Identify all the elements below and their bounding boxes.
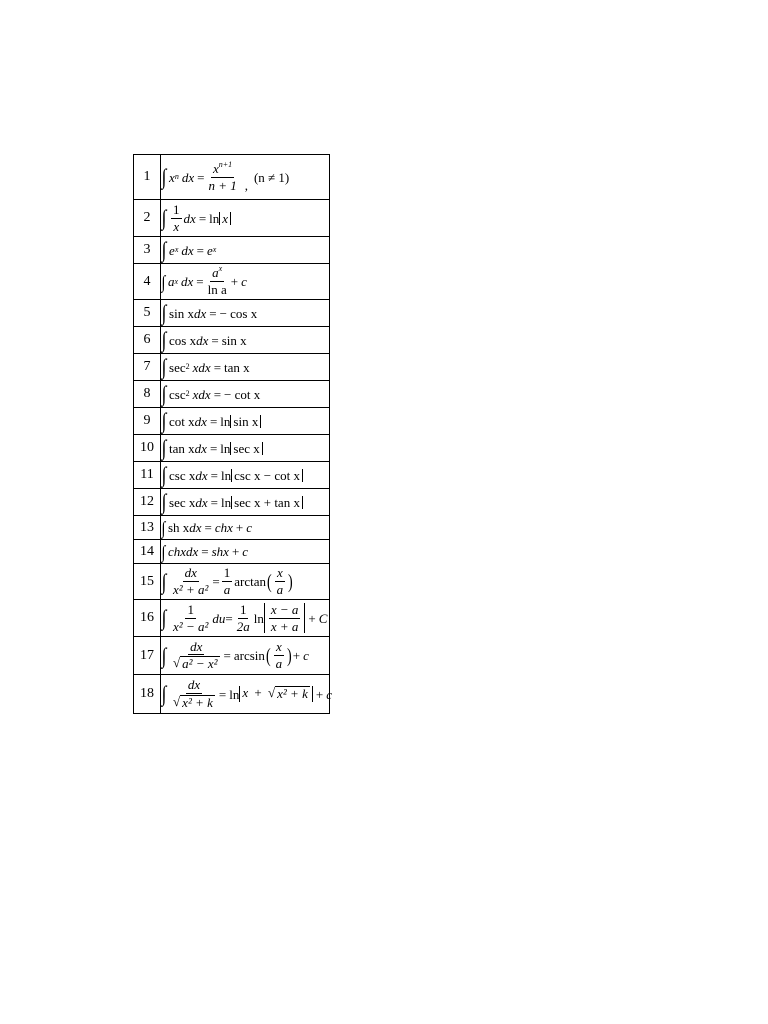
table-row	[134, 155, 330, 200]
integral-sign: ∫	[161, 164, 167, 189]
integral-sign: ∫	[161, 517, 166, 538]
row-number: 1	[134, 155, 161, 200]
table-row	[134, 540, 330, 564]
formula-15: ∫ $\frac{dx}{\text{x² + a²}}$ = $\frac{1}{a}$ arctan ( $\frac{x}{a}$ )	[161, 564, 330, 600]
formula-10: ∫ tan x dx = ln sec x	[161, 435, 330, 462]
table-row	[134, 381, 330, 408]
table-row	[134, 600, 330, 637]
row-number: 16	[134, 600, 161, 637]
integral-formula-table	[133, 154, 330, 714]
row-number: 14	[134, 540, 161, 564]
table-row	[134, 435, 330, 462]
integral-sign: ∫	[161, 237, 167, 262]
row-number: 8	[134, 381, 161, 408]
table-row	[134, 264, 330, 300]
integral-sign: ∫	[161, 354, 167, 379]
row-number: 17	[134, 637, 161, 675]
integral-sign: ∫	[161, 381, 167, 406]
formula-18: ∫ dx √ x² + k = ln x + √ x² + k + c	[161, 675, 330, 714]
formula-4: ∫ a x dx = $\frac{a^x}{\text{ln a}}$ + c	[161, 264, 330, 300]
row-number: 10	[134, 435, 161, 462]
row-number: 4	[134, 264, 161, 300]
formula-13: ∫ sh x dx = chx + c	[161, 516, 330, 540]
table-row	[134, 237, 330, 264]
formula-3: ∫ e x dx = e x	[161, 237, 330, 264]
formula-16: ∫ $\frac{1}{\text{x² − a²}}$ du = $\frac{1}{2a}$ ln $\frac{x - a}{x + a}$ + C	[161, 600, 330, 637]
row-number: 11	[134, 462, 161, 489]
fraction: $\frac{x^{n+1}}{n + 1}$	[208, 159, 237, 193]
table-row	[134, 462, 330, 489]
formula-12: ∫ sec x dx = ln sec x + tan x	[161, 489, 330, 516]
formula-8: ∫ csc 2 x dx = − cot x	[161, 381, 330, 408]
table-row	[134, 675, 330, 714]
integral-sign: ∫	[161, 205, 167, 230]
row-number: 18	[134, 675, 161, 714]
row-number: 7	[134, 354, 161, 381]
table-row	[134, 637, 330, 675]
formula-1: ∫ x n dx = $\frac{x^{n+1}}{n + 1}$ , (n ≠ 1)	[161, 155, 330, 200]
integral-sign: ∫	[161, 489, 167, 514]
table-row	[134, 300, 330, 327]
table-row	[134, 354, 330, 381]
formula-6: ∫ cos x dx = sin x	[161, 327, 330, 354]
integral-sign: ∫	[161, 327, 167, 352]
integral-sign: ∫	[161, 300, 167, 325]
integral-sign: ∫	[161, 435, 167, 460]
row-number: 9	[134, 408, 161, 435]
formula-5: ∫ sin x dx = − cos x	[161, 300, 330, 327]
row-number: 13	[134, 516, 161, 540]
table-row	[134, 200, 330, 237]
row-number: 3	[134, 237, 161, 264]
row-number: 2	[134, 200, 161, 237]
integral-sign: ∫	[161, 271, 166, 292]
row-number: 15	[134, 564, 161, 600]
integral-sign: ∫	[161, 462, 167, 487]
table-row	[134, 564, 330, 600]
formula-17: ∫ dx √ a² − x² = arcsin ( $\frac{x}{a}$ ) + c	[161, 637, 330, 675]
formula-9: ∫ cot x dx = ln sin x	[161, 408, 330, 435]
table-row	[134, 408, 330, 435]
integral-sign: ∫	[161, 605, 167, 630]
integral-sign: ∫	[161, 681, 167, 706]
row-number: 6	[134, 327, 161, 354]
integral-sign: ∫	[161, 408, 167, 433]
integral-sign: ∫	[161, 568, 167, 594]
formula-11: ∫ csc x dx = ln csc x − cot x	[161, 462, 330, 489]
formula-7: ∫ sec 2 x dx = tan x	[161, 354, 330, 381]
table-row	[134, 327, 330, 354]
table-row	[134, 516, 330, 540]
formula-2: ∫ $\frac{1}{x}$ dx = ln x	[161, 200, 330, 237]
integral-sign: ∫	[161, 541, 166, 562]
row-number: 12	[134, 489, 161, 516]
formula-14: ∫ chx dx = shx + c	[161, 540, 330, 564]
table-row	[134, 489, 330, 516]
integral-sign: ∫	[161, 642, 167, 668]
row-number: 5	[134, 300, 161, 327]
